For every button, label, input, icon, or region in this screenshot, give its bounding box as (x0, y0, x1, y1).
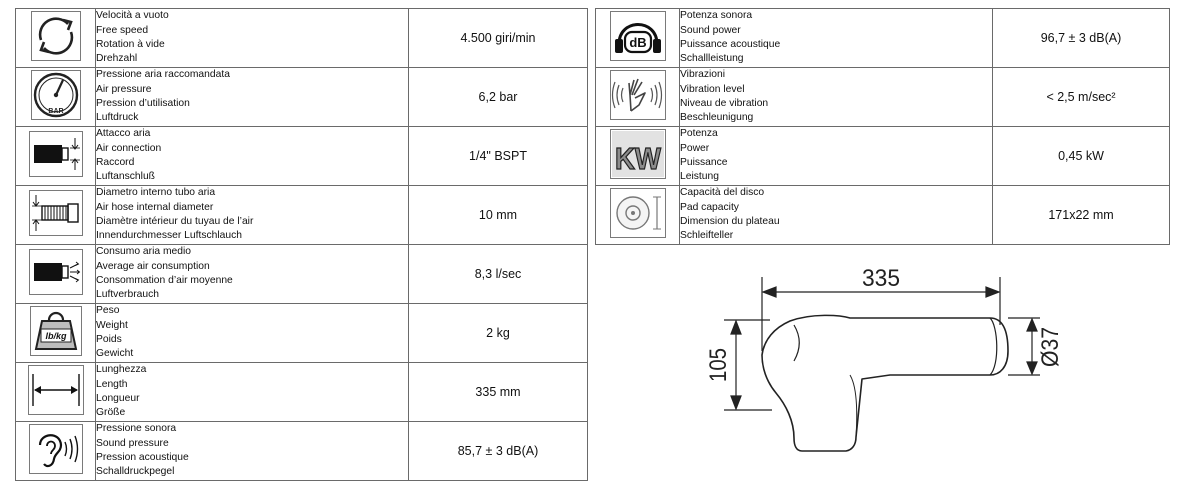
spec-value: < 2,5 m/sec² (993, 68, 1170, 127)
label-en: Air pressure (96, 83, 152, 95)
weight-icon (30, 306, 82, 356)
pressure-gauge-icon (31, 70, 81, 120)
label-en: Free speed (96, 24, 149, 36)
label-en: Power (680, 142, 710, 154)
tool-dimension-drawing (690, 255, 1070, 465)
label-it: Peso (96, 305, 120, 317)
label-fr: Puissance (680, 157, 728, 168)
label-de: Größe (96, 407, 126, 419)
label-en: Air hose internal diameter (96, 201, 214, 213)
label-de: Beschleunigung (680, 112, 754, 124)
db-label: dB (628, 34, 647, 50)
label-it: Pressione sonora (96, 423, 177, 435)
weight-unit-label: lb/kg (44, 330, 67, 341)
label-en: Vibration level (680, 83, 745, 95)
left-spec-table (15, 8, 588, 481)
label-de: Schallleistung (680, 53, 744, 65)
label-fr: Dimension du plateau (680, 216, 780, 227)
spec-value: 4.500 giri/min (409, 9, 588, 68)
label-en: Length (96, 378, 128, 390)
grinder-outline (762, 315, 1008, 451)
label-en: Average air consumption (96, 260, 210, 272)
spec-value: 2 kg (409, 304, 588, 363)
diameter-dimension-label: Ø37 (1037, 321, 1064, 367)
label-de: Schalldruckpegel (96, 466, 175, 478)
spec-value: 8,3 l/sec (409, 245, 588, 304)
spec-row-free-speed (16, 9, 588, 68)
spec-row-sound-power (596, 9, 1170, 68)
label-de: Drehzahl (96, 53, 138, 65)
kw-label: KW (614, 140, 662, 176)
label-fr: Pression d’utilisation (96, 98, 190, 109)
label-fr: Puissance acoustique (680, 39, 781, 50)
label-fr: Longueur (96, 393, 140, 404)
label-it: Vibrazioni (680, 69, 726, 81)
spec-value: 96,7 ± 3 dB(A) (993, 9, 1170, 68)
label-it: Diametro interno tubo aria (96, 187, 216, 199)
label-fr: Niveau de vibration (680, 98, 769, 109)
label-de: Leistung (680, 171, 719, 183)
vibration-hand-icon (610, 70, 666, 120)
spec-row-vibration (596, 68, 1170, 127)
label-de: Gewicht (96, 348, 134, 360)
label-fr: Consommation d’air moyenne (96, 275, 233, 286)
headphones-db-icon (610, 11, 666, 61)
length-arrow-icon (28, 365, 84, 415)
spec-row-air-consumption (16, 245, 588, 304)
air-connection-icon (29, 131, 83, 177)
label-en: Sound pressure (96, 437, 169, 449)
spec-value: 0,45 kW (993, 127, 1170, 186)
label-en: Weight (96, 319, 128, 331)
label-it: Lunghezza (96, 364, 147, 376)
label-it: Consumo aria medio (96, 246, 192, 258)
label-en: Sound power (680, 24, 741, 36)
label-it: Attacco aria (96, 128, 151, 140)
spec-row-weight (16, 304, 588, 363)
label-en: Air connection (96, 142, 162, 154)
right-spec-table (595, 8, 1170, 245)
label-fr: Pression acoustique (96, 452, 189, 463)
label-it: Potenza (680, 128, 718, 140)
label-fr: Rotation à vide (96, 39, 165, 50)
spec-row-air-hose (16, 186, 588, 245)
label-fr: Diamètre intérieur du tuyau de l’air (96, 216, 254, 227)
ear-sound-icon (29, 424, 83, 474)
label-it: Potenza sonora (680, 10, 753, 22)
label-it: Capacità del disco (680, 187, 765, 199)
air-hose-diameter-icon (29, 190, 83, 236)
kw-icon (610, 129, 666, 179)
label-de: Innendurchmesser Luftschlauch (96, 230, 242, 242)
label-it: Pressione aria raccomandata (96, 69, 230, 81)
spec-value: 10 mm (409, 186, 588, 245)
spec-value: 1/4" BSPT (409, 127, 588, 186)
disc-pad-icon (610, 188, 666, 238)
label-de: Luftverbrauch (96, 289, 159, 301)
spec-value: 6,2 bar (409, 68, 588, 127)
spec-value: 171x22 mm (993, 186, 1170, 245)
dimension-lines (724, 277, 1040, 410)
rotation-arrows-icon (31, 11, 81, 61)
air-consumption-icon (29, 249, 83, 295)
spec-value: 85,7 ± 3 dB(A) (409, 422, 588, 481)
label-de: Luftdruck (96, 112, 139, 124)
spec-row-power (596, 127, 1170, 186)
label-de: Luftanschluß (96, 171, 155, 183)
label-fr: Poids (96, 334, 122, 345)
label-en: Pad capacity (680, 201, 739, 213)
label-it: Velocità a vuoto (96, 10, 169, 22)
spec-row-pad-capacity (596, 186, 1170, 245)
label-de: Schleifteller (680, 230, 734, 242)
spec-row-air-connection (16, 127, 588, 186)
spec-row-length (16, 363, 588, 422)
gauge-label: BAR (47, 107, 64, 115)
spec-row-air-pressure (16, 68, 588, 127)
spec-row-sound-pressure (16, 422, 588, 481)
length-dimension-label: 335 (862, 265, 900, 292)
height-dimension-label: 105 (705, 341, 732, 382)
label-fr: Raccord (96, 157, 135, 168)
spec-value: 335 mm (409, 363, 588, 422)
